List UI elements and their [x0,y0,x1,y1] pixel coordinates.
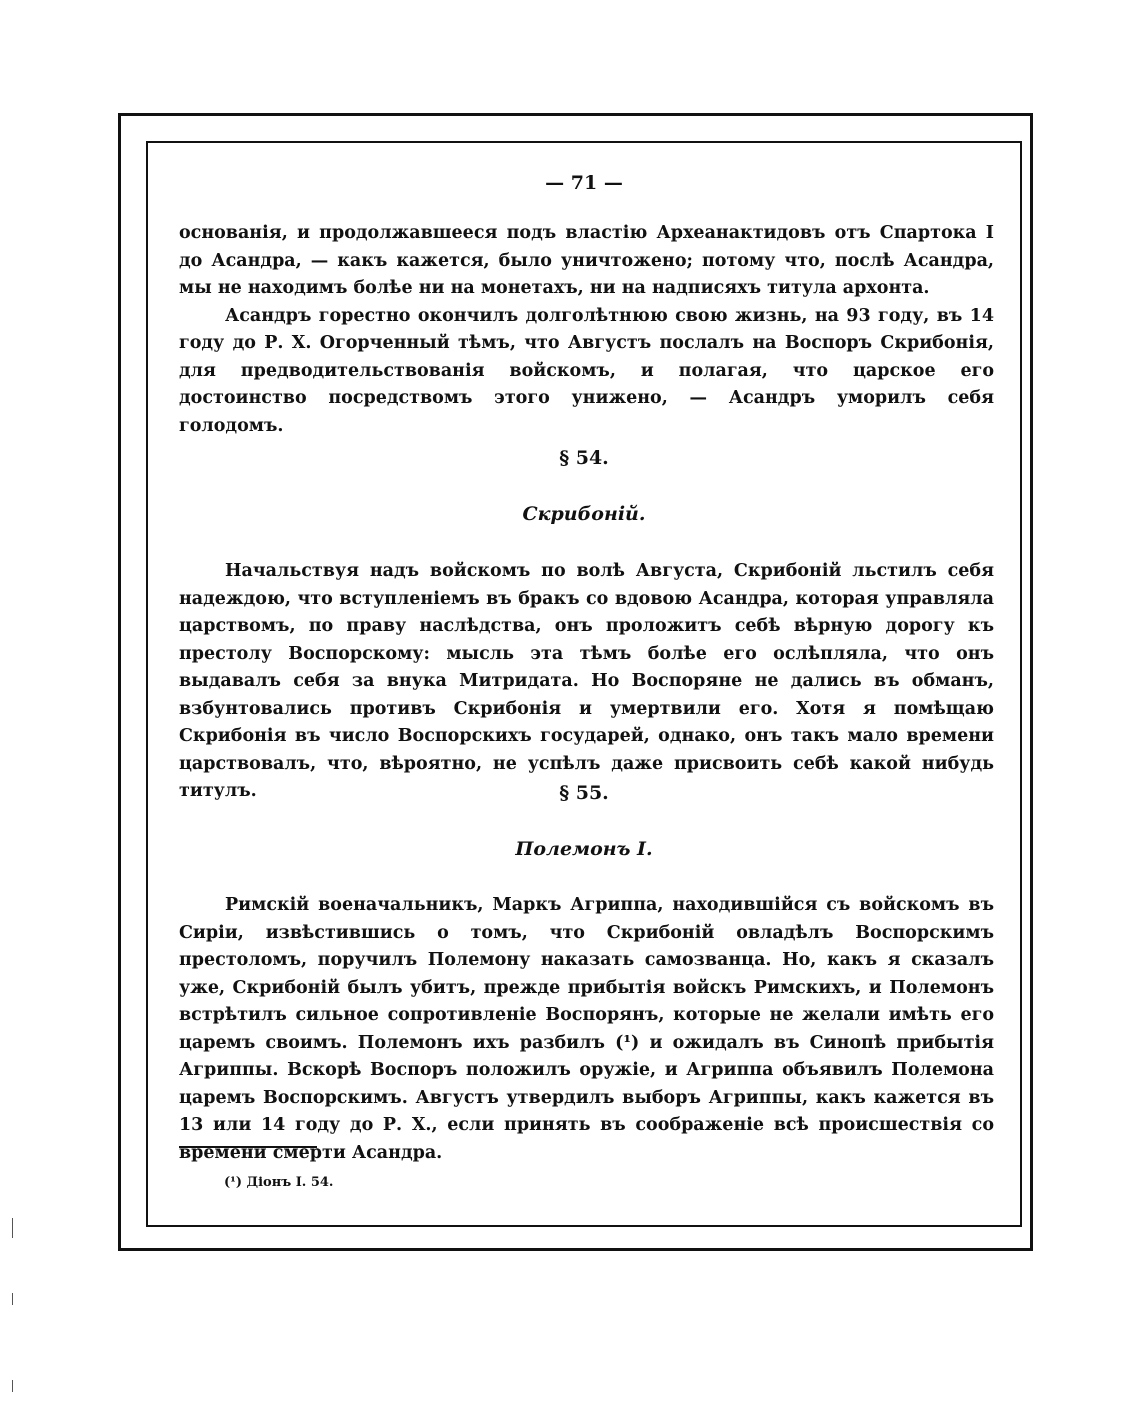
section-54-title: Скрибоній. [522,503,646,525]
section-55-title: Полемонъ I. [515,838,653,860]
footnote: (¹) Діонъ I. 54. [224,1175,334,1190]
paragraph-asandr-death: Асандръ горестно окончилъ долголѣтнюю свою жизнь, на 93 году, въ 14 году до Р. Х. Огорченный тѣмъ, что Августъ послалъ на Воспоръ Скрибонія, для предводительствованія войскомъ, и полагая, что царское его достоинство посредствомъ этого унижено, — Асандръ уморилъ себя голодомъ. [179,305,994,436]
section-54-mark: § 54. [559,447,609,469]
section-55-paragraph: Римскій военачальникъ, Маркъ Агриппа, находившійся съ войскомъ въ Сиріи, извѣстившись о томъ, что Скрибоній овладѣлъ Воспорскимъ престоломъ, поручилъ Полемону наказать самозванца. Но, какъ я сказалъ уже, Скрибоній былъ убитъ, прежде прибытія войскъ Римскихъ, и Полемонъ встрѣтилъ сильное сопротивленіе Воспорянъ, которые не желали имѣть его царемъ своимъ. Полемонъ ихъ разбилъ (¹) и ожидалъ въ Синопѣ прибытія Агриппы. Вскорѣ Воспоръ положилъ оружіе, и Агриппа объявилъ Полемона царемъ Воспорскимъ. Августъ утвердилъ выборъ Агриппы, какъ кажется въ 13 или 14 году до Р. Х., если принять въ соображеніе всѣ происшествія со времени смерти Асандра. [179,895,994,1163]
section-55-mark: § 55. [559,782,609,804]
margin-scan-mark [12,1293,13,1305]
paragraph-continuation: основанія, и продолжавшееся подъ властію Археанактидовъ отъ Спартока I до Асандра, — какъ кажется, было уничтожено; потому что, послѣ Асандра, мы не находимъ болѣе ни на монетахъ, ни на надписяхъ титула архонта. [179,223,994,298]
margin-scan-mark [12,1218,13,1238]
opening-text-block [179,220,994,440]
footnote-divider [179,1146,317,1148]
page-number: — 71 — [545,172,623,194]
section-54-paragraph: Начальствуя надъ войскомъ по волѣ Августа, Скрибоній льстилъ себя надеждою, что вступленіемъ въ бракъ со вдовою Асандра, которая управляла царствомъ, по праву наслѣдства, онъ проложитъ себѣ вѣрную дорогу къ престолу Воспорскому: мысль эта тѣмъ болѣе его ослѣпляла, что онъ выдавалъ себя за внука Митридата. Но Воспоряне не дались въ обманъ, взбунтовались противъ Скрибонія и умертвили его. Хотя я помѣщаю Скрибонія въ число Воспорскихъ государей, однако, онъ такъ мало времени царствовалъ, что, вѣроятно, не успѣлъ даже присвоить себѣ какой нибудь титулъ. [179,561,994,801]
section-55-text-block [179,892,994,1167]
section-54-text-block [179,558,994,806]
margin-scan-mark [12,1380,13,1392]
